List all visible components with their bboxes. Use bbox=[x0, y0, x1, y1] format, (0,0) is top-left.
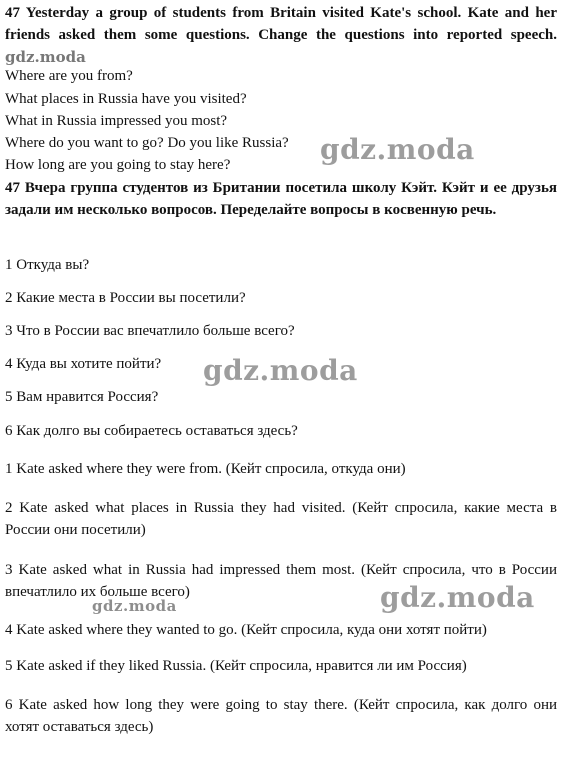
task-heading-en-text: 47 Yesterday a group of students from Britain visited Kate's school. Kate and her friends asked them some questions. Change the questions into reported speech. bbox=[5, 5, 557, 43]
watermark-4: gdz.moda bbox=[380, 581, 535, 614]
question-ru-4: 4 Куда вы хотите пойти? bbox=[5, 356, 162, 372]
answer-6: 6 Kate asked how long they were going to stay there. (Кейт спросила, как долго они хотят оставаться здесь) bbox=[5, 697, 557, 735]
task-heading-en bbox=[5, 2, 557, 69]
question-en-3: What in Russia impressed you most? bbox=[5, 113, 228, 129]
question-ru-2: 2 Какие места в России вы посетили? bbox=[5, 290, 246, 306]
answer-2: 2 Kate asked what places in Russia they had visited. (Кейт спросила, какие места в России они посетили) bbox=[5, 500, 557, 538]
question-en-2: What places in Russia have you visited? bbox=[5, 91, 247, 107]
question-ru-5: 5 Вам нравится Россия? bbox=[5, 389, 159, 405]
watermark-3: gdz.moda bbox=[92, 597, 177, 615]
answer-5: 5 Kate asked if they liked Russia. (Кейт спросила, нравится ли им Россия) bbox=[5, 658, 467, 674]
question-ru-1: 1 Откуда вы? bbox=[5, 257, 90, 273]
answer-4: 4 Kate asked where they wanted to go. (Кейт спросила, куда они хотят пойти) bbox=[5, 622, 487, 638]
watermark-2: gdz.moda bbox=[203, 354, 358, 387]
question-en-1: Where are you from? bbox=[5, 68, 133, 84]
answer-1: 1 Kate asked where they were from. (Кейт спросила, откуда они) bbox=[5, 461, 406, 477]
question-en-5: How long are you going to stay here? bbox=[5, 157, 231, 173]
question-ru-3: 3 Что в России вас впечатлило больше всего? bbox=[5, 323, 295, 339]
question-en-4: Where do you want to go? Do you like Russia? bbox=[5, 135, 289, 151]
watermark-1: gdz.moda bbox=[320, 133, 475, 166]
task-heading-ru: 47 Вчера группа студентов из Британии посетила школу Кэйт. Кэйт и ее друзья задали им несколько вопросов. Переделайте вопросы в косвенную речь. bbox=[5, 180, 557, 218]
watermark-inline: gdz.moda bbox=[5, 48, 86, 66]
question-ru-6: 6 Как долго вы собираетесь оставаться здесь? bbox=[5, 423, 298, 439]
answer-3: 3 Kate asked what in Russia had impressed them most. (Кейт спросила, что в России впечатлило их больше всего) bbox=[5, 562, 557, 600]
